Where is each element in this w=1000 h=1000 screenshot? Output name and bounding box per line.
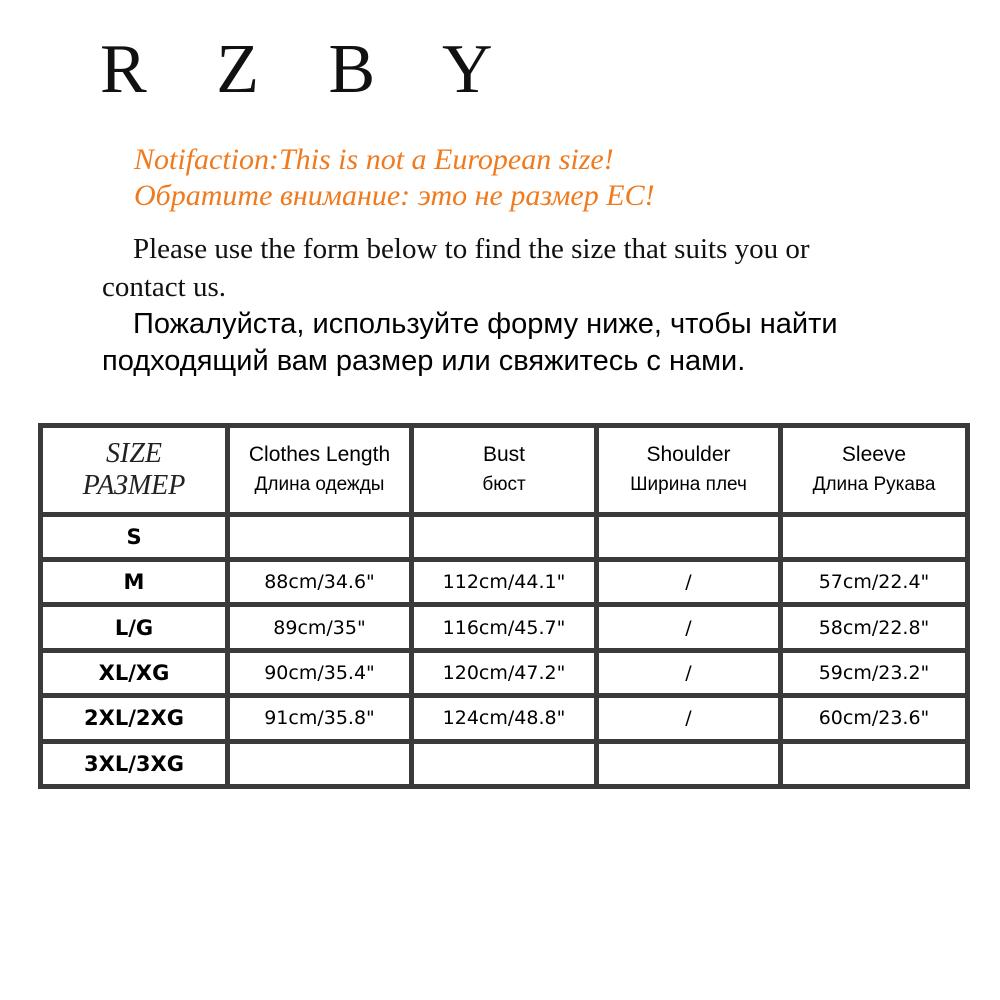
sleeve-value: 58cm/22.8" (781, 605, 968, 650)
column-header-shoulder (597, 426, 781, 515)
shoulder-value (597, 741, 781, 786)
shoulder-value (597, 514, 781, 559)
column-title-en: Bust (482, 442, 526, 466)
brand-logo: R Z B Y (100, 31, 519, 108)
size-chart-table (38, 423, 970, 789)
clothes-length-value: 89cm/35" (228, 605, 412, 650)
column-title-ru: Длина Рукава (812, 473, 936, 495)
clothes-length-value (228, 514, 412, 559)
bust-value: 120cm/47.2" (412, 650, 597, 695)
size-label: M (41, 560, 228, 605)
size-label: 3XL/3XG (41, 741, 228, 786)
shoulder-value: / (597, 650, 781, 695)
table-row (41, 605, 968, 650)
instructions-english-line-1: Please use the form below to find the size that suits you or (133, 233, 810, 265)
shoulder-value: / (597, 696, 781, 741)
sleeve-value (781, 741, 968, 786)
bust-value (412, 741, 597, 786)
notice-russian: Обратите внимание: это не размер ЕС! (134, 179, 655, 212)
bust-value: 116cm/45.7" (412, 605, 597, 650)
size-header-cell (41, 426, 228, 515)
column-header-sleeve (781, 426, 968, 515)
bust-value: 124cm/48.8" (412, 696, 597, 741)
size-label: 2XL/2XG (41, 696, 228, 741)
column-title-en: Shoulder (646, 442, 731, 466)
column-title-ru: бюст (482, 473, 526, 495)
size-header-en: SIZE (106, 437, 162, 469)
sleeve-value: 57cm/22.4" (781, 560, 968, 605)
instructions-russian (102, 306, 922, 380)
table-row (41, 650, 968, 695)
clothes-length-value: 91cm/35.8" (228, 696, 412, 741)
table-row (41, 514, 968, 559)
column-title-en: Clothes Length (248, 442, 391, 466)
column-title-ru: Длина одежды (254, 473, 385, 495)
size-label: XL/XG (41, 650, 228, 695)
notice-english: Notifaction:This is not a European size! (134, 143, 614, 176)
table-row (41, 560, 968, 605)
column-header-bust (412, 426, 597, 515)
bust-value (412, 514, 597, 559)
size-notice (134, 142, 655, 214)
column-header-clothes-length (228, 426, 412, 515)
table-header-row (41, 426, 968, 515)
clothes-length-value: 88cm/34.6" (228, 560, 412, 605)
sleeve-value: 59cm/23.2" (781, 650, 968, 695)
column-title-en: Sleeve (841, 442, 907, 466)
clothes-length-value: 90cm/35.4" (228, 650, 412, 695)
shoulder-value: / (597, 605, 781, 650)
clothes-length-value (228, 741, 412, 786)
bust-value: 112cm/44.1" (412, 560, 597, 605)
instructions-russian-line-2: подходящий вам размер или свяжитесь с нами. (102, 345, 746, 377)
sleeve-value: 60cm/23.6" (781, 696, 968, 741)
shoulder-value: / (597, 560, 781, 605)
sleeve-value (781, 514, 968, 559)
size-header-ru: РАЗМЕР (82, 469, 186, 501)
size-label: L/G (41, 605, 228, 650)
size-label: S (41, 514, 228, 559)
instructions-russian-line-1: Пожалуйста, используйте форму ниже, чтобы найти (133, 308, 838, 340)
table-row (41, 696, 968, 741)
instructions-english (102, 230, 902, 306)
instructions-english-line-2: contact us. (102, 271, 227, 303)
column-title-ru: Ширина плеч (630, 473, 747, 495)
table-row (41, 741, 968, 786)
